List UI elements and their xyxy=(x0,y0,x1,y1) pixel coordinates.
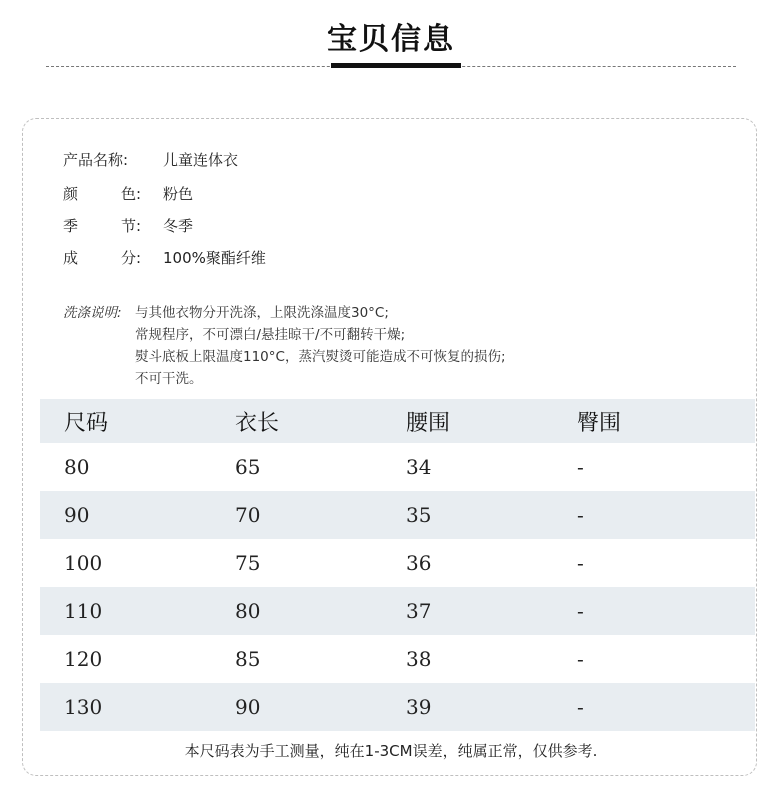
info-label-part: 颜 xyxy=(63,185,79,203)
table-row xyxy=(40,443,755,491)
info-label xyxy=(63,184,163,204)
table-row xyxy=(40,491,755,539)
size-cell: 120 xyxy=(64,647,103,671)
length-cell: 70 xyxy=(235,503,261,527)
table-row xyxy=(40,587,755,635)
info-label-part: 成 xyxy=(63,249,79,267)
info-label: 产品名称: xyxy=(63,151,129,169)
size-cell: 80 xyxy=(64,455,90,479)
wash-line: 不可干洗。 xyxy=(135,371,203,387)
measurement-note: 本尺码表为手工测量，纯在1-3CM误差，纯属正常，仅供参考. xyxy=(184,742,598,760)
wash-line xyxy=(63,302,506,324)
hip-cell: - xyxy=(577,503,584,527)
table-header-row xyxy=(40,399,755,443)
waist-cell: 34 xyxy=(406,455,432,479)
waist-cell: 38 xyxy=(406,647,432,671)
hip-cell: - xyxy=(577,599,584,623)
info-label-part: 色: xyxy=(121,185,142,203)
waist-cell: 35 xyxy=(406,503,432,527)
column-header: 尺码 xyxy=(64,410,109,436)
hip-cell: - xyxy=(577,551,584,575)
table-row xyxy=(40,635,755,683)
length-cell: 75 xyxy=(235,551,261,575)
wash-label: 洗涤说明: xyxy=(63,305,122,321)
hip-cell: - xyxy=(577,455,584,479)
waist-cell: 36 xyxy=(406,551,432,575)
hip-cell: - xyxy=(577,647,584,671)
length-cell: 65 xyxy=(235,455,261,479)
table-row xyxy=(40,539,755,587)
length-cell: 80 xyxy=(235,599,261,623)
length-cell: 90 xyxy=(235,695,261,719)
size-cell: 100 xyxy=(64,551,103,575)
info-label-part: 季 xyxy=(63,217,79,235)
wash-line: 常规程序，不可漂白/悬挂晾干/不可翻转干燥; xyxy=(135,327,406,343)
washing-instructions xyxy=(63,302,506,390)
info-label xyxy=(63,216,163,236)
info-label-part: 节: xyxy=(121,217,142,235)
info-label xyxy=(63,248,163,268)
wash-line: 熨斗底板上限温度110°C，蒸汽熨烫可能造成不可恢复的损伤; xyxy=(135,349,506,365)
info-value: 儿童连体衣 xyxy=(163,151,239,169)
header-underline xyxy=(331,63,461,68)
wash-text: 与其他衣物分开洗涤，上限洗涤温度30°C; xyxy=(135,305,389,321)
size-cell: 130 xyxy=(64,695,103,719)
length-cell: 85 xyxy=(235,647,261,671)
info-value: 冬季 xyxy=(163,217,194,235)
size-table xyxy=(40,399,755,731)
info-row-color xyxy=(63,184,193,204)
size-cell: 90 xyxy=(64,503,90,527)
size-cell: 110 xyxy=(64,599,103,623)
page-title: 宝贝信息 xyxy=(327,22,455,57)
info-value: 100%聚酯纤维 xyxy=(163,249,266,267)
info-row-material xyxy=(63,248,266,268)
column-header: 衣长 xyxy=(235,410,280,436)
table-row xyxy=(40,683,755,731)
column-header: 臀围 xyxy=(577,410,622,436)
hip-cell: - xyxy=(577,695,584,719)
waist-cell: 39 xyxy=(406,695,432,719)
column-header: 腰围 xyxy=(406,410,451,436)
info-row-season xyxy=(63,216,193,236)
info-row-product-name xyxy=(63,150,238,170)
waist-cell: 37 xyxy=(406,599,432,623)
info-label-part: 分: xyxy=(121,249,142,267)
info-value: 粉色 xyxy=(163,185,194,203)
